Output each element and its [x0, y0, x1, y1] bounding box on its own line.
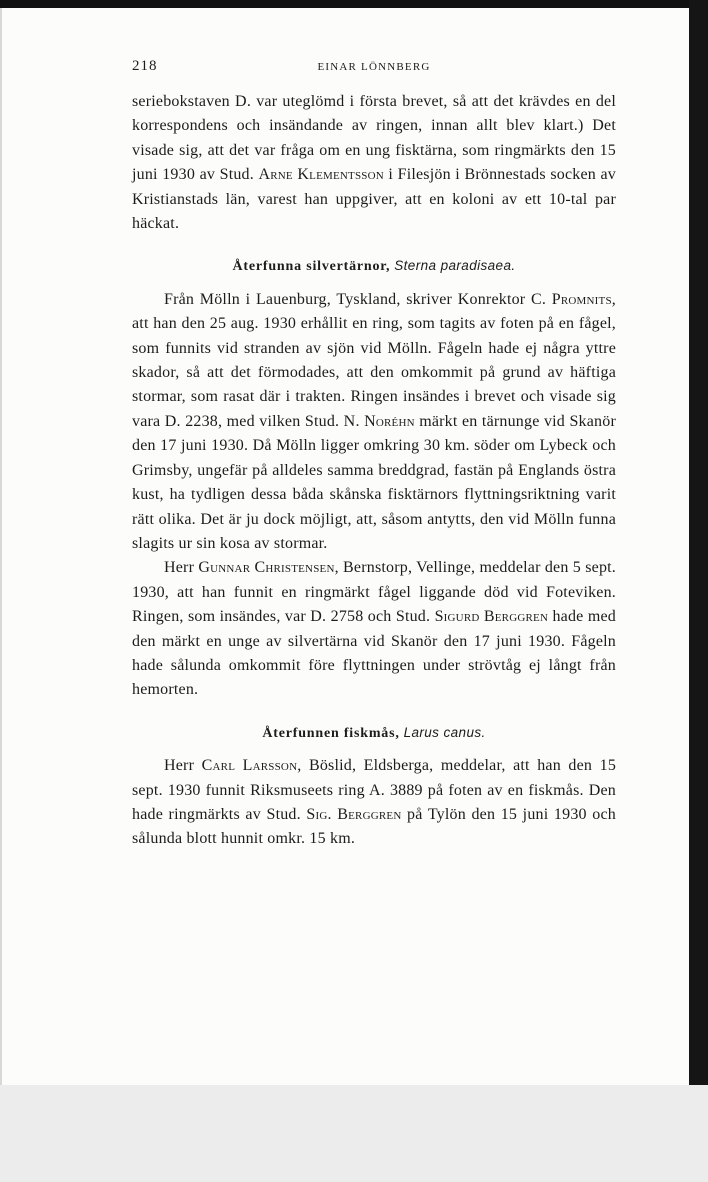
person-name: Sig. Berggren: [306, 805, 402, 823]
person-name: Carl Larsson,: [201, 757, 302, 775]
text-run: Herr: [164, 559, 195, 577]
person-name: Sigurd Berggren: [434, 608, 549, 626]
text-run: Herr: [164, 757, 195, 775]
text-run: i Filesjön i Brönnestads socken av Kristianstads län, varest han uppgiver, att en koloni av ett 10-tal par häckat.: [132, 166, 616, 233]
text-run: Bernstorp, Vellinge, meddelar den 5 sept. 1930, att han funnit en ringmärkt fågel liggande död vid Foteviken. Ringen, som insändes, var D. 2758 och Stud.: [132, 559, 617, 626]
page-number: 218: [132, 58, 158, 74]
text-run: Böslid, Eldsberga, meddelar, att han den 15 sept. 1930 funnit Riksmuseets ring A. 3889 på foten av en fiskmås. Den hade ringmärkts av Stud.: [132, 757, 617, 823]
section-heading-fiskmas: [132, 721, 616, 746]
heading-latin-name: Larus canus.: [403, 724, 486, 740]
text-run: på Tylön den 15 juni 1930 och sålunda blott hunnit omkr. 15 km.: [132, 805, 616, 848]
section-heading-silvertarnor: [132, 254, 616, 279]
scan-bottom-area: [0, 1085, 708, 1182]
person-name: Promnits,: [551, 290, 616, 308]
text-run: att han den 25 aug. 1930 erhållit en ring, som tagits av foten på en fågel, som funnits vid stranden av sjön vid Mölln. Fågeln hade ej några yttre skador, så att det förmodades, att den omkommit på grund av häftiga stormar, som rasat där i trakten. Ringen insändes i brevet och visade sig vara D. 2238, med vilken Stud. N.: [132, 315, 616, 430]
text-run: hade med den märkt en unge av silvertärna vid Skanör den 17 juni 1930. Fågeln hade sålunda omkommit före flyttningen under strövtåg ej långt från hemorten.: [132, 608, 616, 699]
person-name: Noréhn: [364, 412, 415, 430]
running-head: EINAR LÖNNBERG: [317, 61, 431, 73]
person-name: Arne Klementsson: [258, 166, 384, 184]
person-name: Gunnar Christensen,: [198, 559, 339, 577]
scan-top-border: [0, 0, 708, 8]
heading-bold-text: Återfunna silvertärnor,: [232, 259, 391, 275]
body-text: [132, 90, 616, 852]
page-left-edge: [0, 8, 2, 1085]
heading-bold-text: Återfunnen fiskmås,: [262, 725, 400, 741]
text-run: seriebokstaven D. var uteglömd i första brevet, så att det krävdes en del korrespondens och insändande av ringen, innan allt blev klart.) Det visade sig, att det var fråga om en ung fisktärna, som ringmärkts den 15 juni 1930 av Stud.: [132, 93, 616, 184]
page-header: [132, 58, 616, 82]
paragraph-4: [132, 754, 616, 852]
scan-right-border: [689, 0, 708, 1085]
paragraph-3: [132, 556, 616, 702]
text-run: märkt en tärnunge vid Skanör den 17 juni 1930. Då Mölln ligger omkring 30 km. söder om Lybeck och Grimsby, ungefär på alldeles samma breddgrad, fastän på Englands östra kust, ha tydligen dessa båda skånska fisktärnors flyttningsriktning varit rätt olika. Det är ju dock möjligt, att, såsom antytts, den vid Mölln funna slagits ur sin kosa av stormar.: [132, 412, 616, 552]
paragraph-2: [132, 288, 616, 556]
text-run: Från Mölln i Lauenburg, Tyskland, skriver Konrektor C.: [164, 290, 547, 308]
heading-latin-name: Sterna paradisaea.: [394, 258, 516, 274]
paragraph-1: [132, 90, 616, 236]
